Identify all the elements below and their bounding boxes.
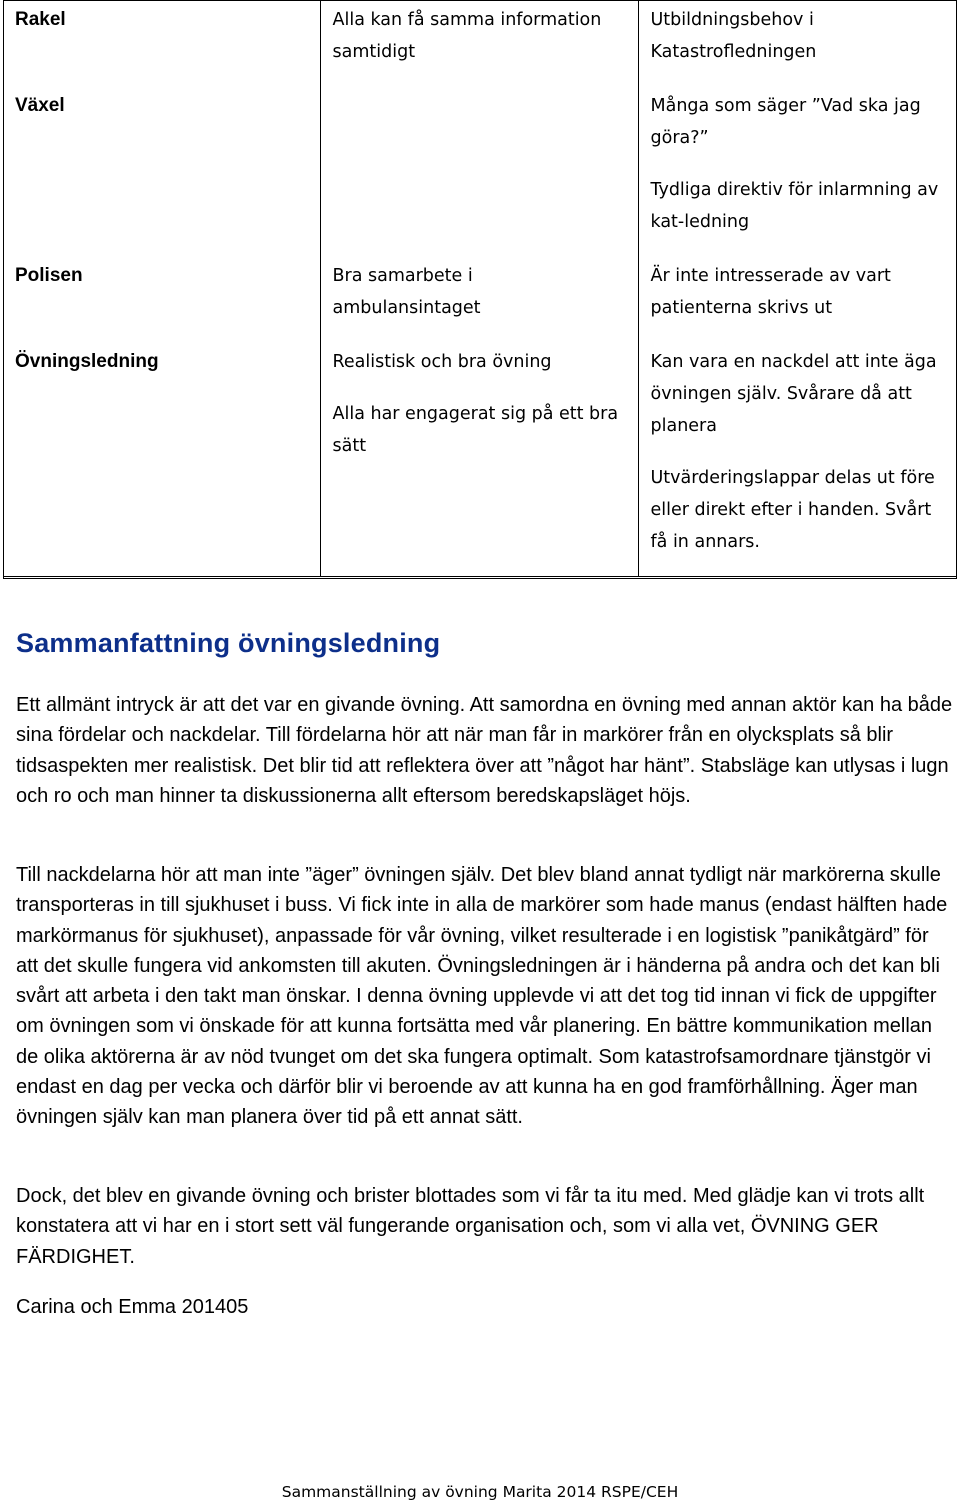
cell-text: Tydliga direktiv för inlarmning av kat-ledning	[650, 180, 939, 232]
negative-cell	[638, 0, 957, 86]
signature: Carina och Emma 201405	[16, 1296, 249, 1318]
row-label: Växel	[15, 95, 65, 116]
row-label: Polisen	[15, 265, 83, 286]
summary-paragraph: Dock, det blev en givande övning och brister blottades som vi får ta itu med. Med glädje kan vi trots allt konstatera att vi har en i stort sett väl fungerande organisation och, som vi alla vet, ÖVNING GER FÄRDIGHET.	[16, 1185, 925, 1268]
cell-text: Bra samarbete i ambulansintaget	[332, 266, 481, 318]
positive-cell	[320, 0, 638, 86]
table-row	[3, 86, 957, 256]
positive-cell	[320, 256, 638, 342]
cell-text: Alla kan få samma information samtidigt	[332, 10, 602, 62]
cell-text: Är inte intresserade av vart patienterna skrivs ut	[650, 266, 891, 318]
negative-cell	[638, 342, 957, 577]
positive-cell	[320, 342, 638, 577]
row-label: Övningsledning	[3, 342, 320, 577]
row-label: Rakel	[15, 9, 66, 30]
cell-text: Utvärderingslappar delas ut före eller direkt efter i handen. Svårt få in annars.	[650, 468, 935, 552]
negative-cell	[638, 256, 957, 342]
cell-text: Utbildningsbehov i Katastrofledningen	[650, 10, 817, 62]
feedback-table	[3, 0, 957, 577]
summary-paragraph: Ett allmänt intryck är att det var en givande övning. Att samordna en övning med annan aktör kan ha både sina fördelar och nackdelar. Till fördelarna hör att när man får in markörer från en olycksplats så blir tidsaspekten mer realistisk. Det blir tid att reflektera över att ”något har hänt”. Stabsläge kan utlysas i lugn och ro och man hinner ta diskussionerna allt eftersom beredskapsläget höjs.	[16, 694, 953, 807]
table-row	[3, 0, 957, 86]
section-heading: Sammanfattning övningsledning	[16, 628, 441, 658]
table-row	[3, 342, 957, 577]
cell-text: Alla har engagerat sig på ett bra sätt	[332, 404, 619, 456]
cell-text: Realistisk och bra övning	[332, 352, 552, 372]
summary-paragraph: Till nackdelarna hör att man inte ”äger” övningen själv. Det blev bland annat tydligt när markörerna skulle transporteras in till sjukhuset i buss. Vi fick inte in alla de markörer som hade manus (endast hälften hade markörmanus för sjukhuset), anpassade för vår övning, vilket resulterade i en logistisk ”panikåtgärd” för att det skulle fungera vid ankomsten till akuten. Övningsledningen är i händerna på andra och det kan bli svårt att arbeta i den takt man önskar. I denna övning upplevde vi att det tog tid innan vi fick de uppgifter om övningen som vi önskade för att kunna fortsätta med vår planering. En bättre kommunikation mellan de olika aktörerna är av nöd tvunget om det ska fungera optimalt. Som katastrofsamordnare tjänstgör vi endast en dag per vecka och därför blir vi beroende av att kunna ha en god framförhållning. Äger man övningen själv kan man planera över tid på ett annat sätt.	[16, 864, 948, 1129]
negative-cell	[638, 86, 957, 256]
table-row	[3, 256, 957, 342]
cell-text: Många som säger ”Vad ska jag göra?”	[650, 96, 921, 148]
cell-text: Kan vara en nackdel att inte äga övningen själv. Svårare då att planera	[650, 352, 937, 436]
page-footer: Sammanställning av övning Marita 2014 RSPE/CEH	[281, 1483, 679, 1501]
positive-cell	[320, 86, 638, 256]
